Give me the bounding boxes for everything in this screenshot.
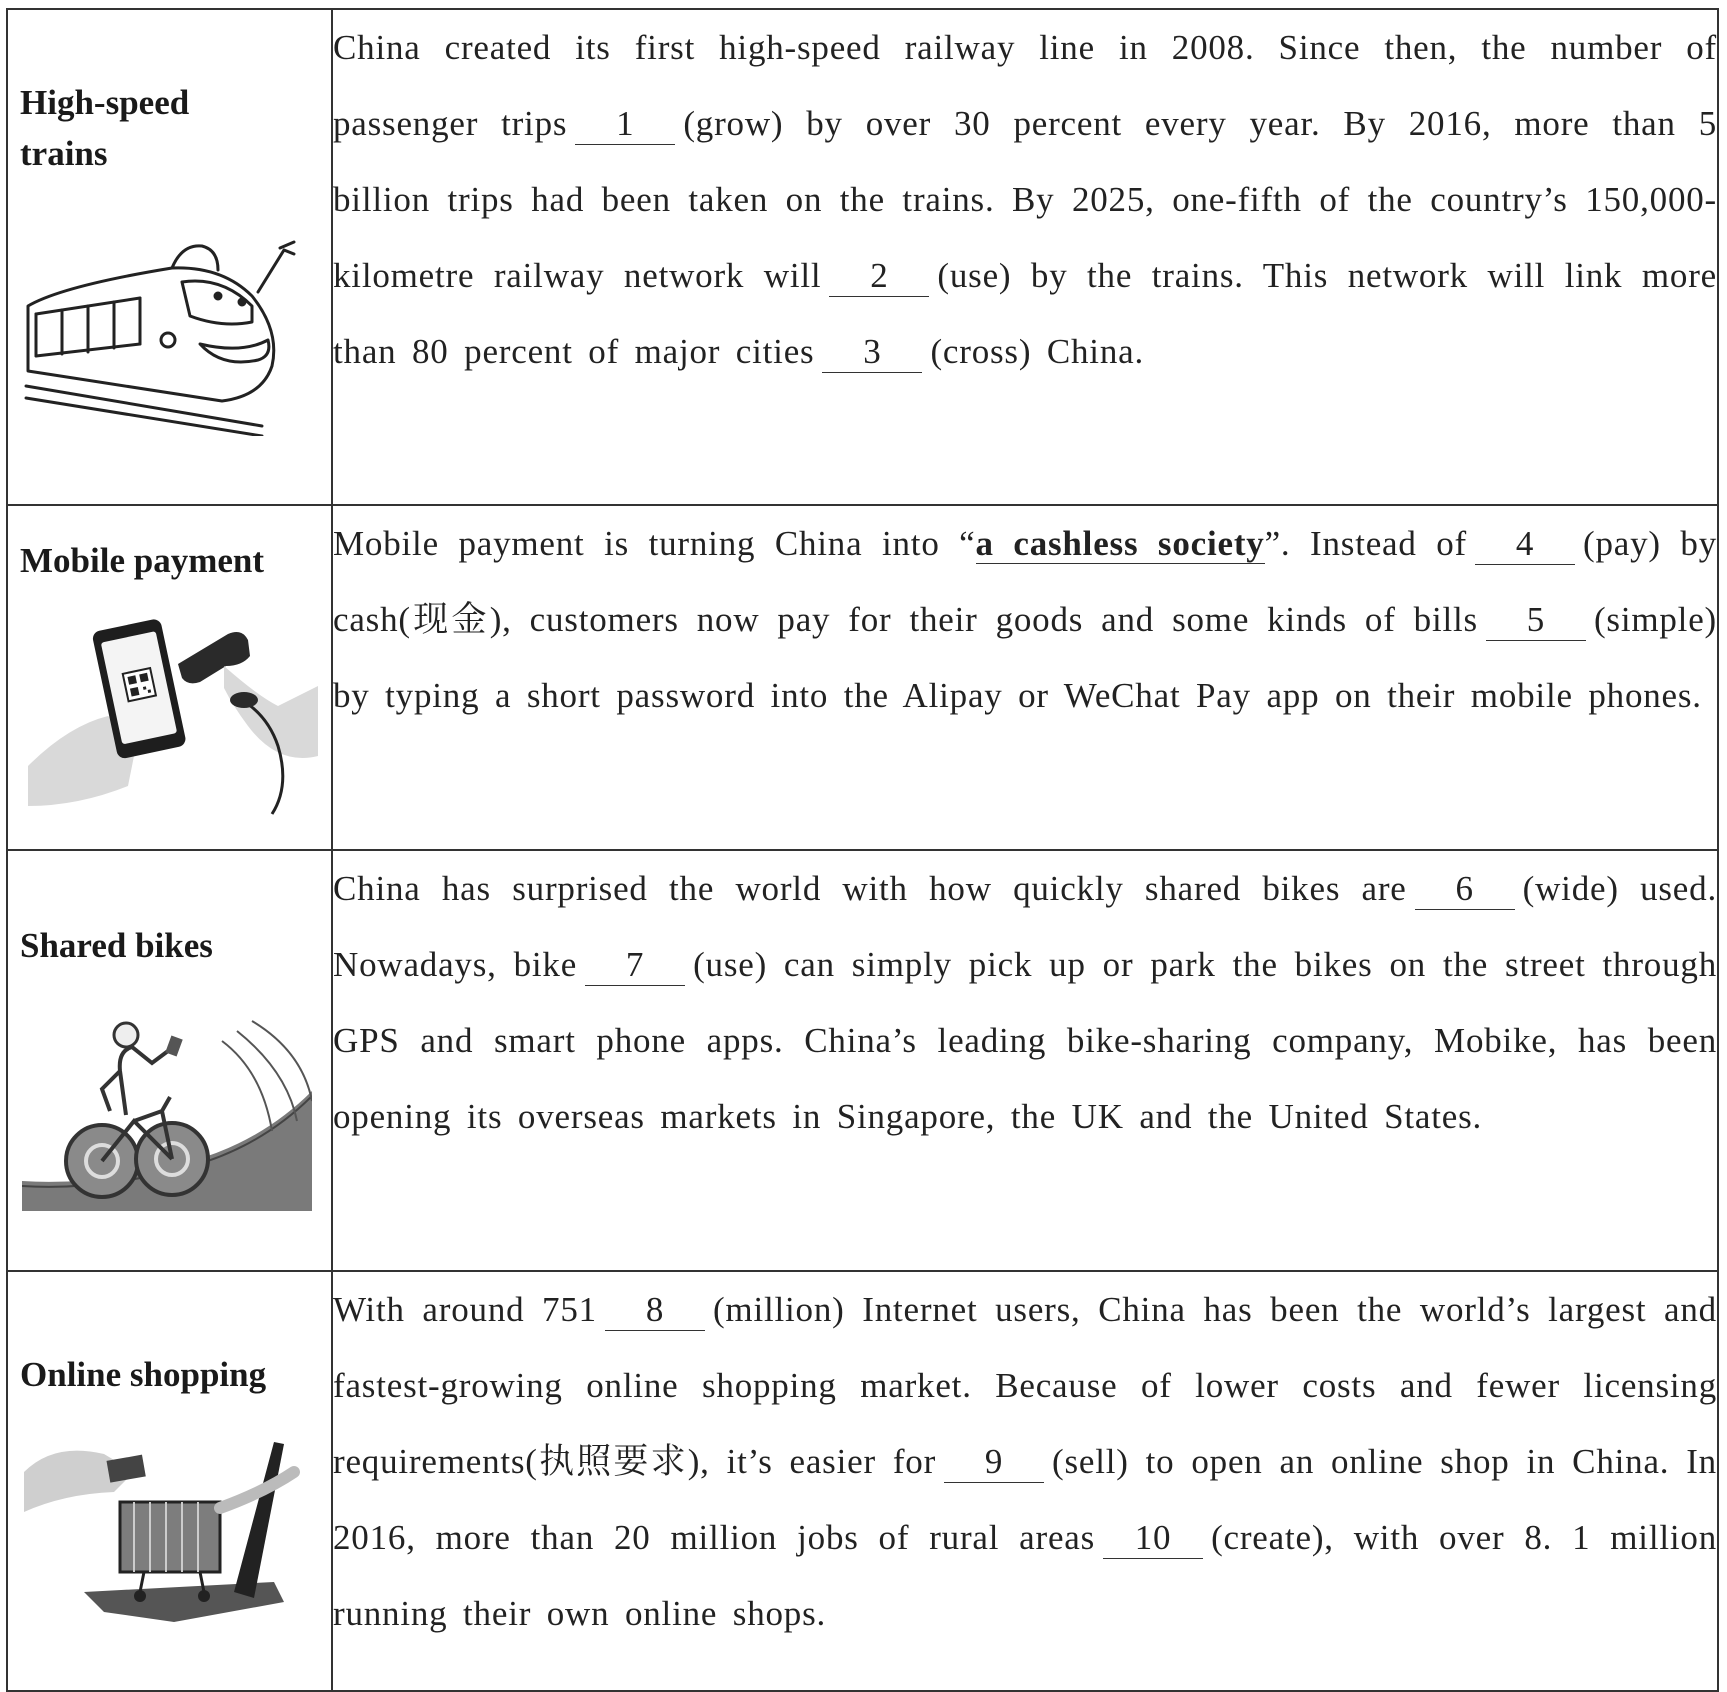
- topic-cell: [7, 505, 332, 850]
- row-shared-bikes: [7, 850, 1718, 1271]
- topic-cell: [7, 1271, 332, 1691]
- blank-1[interactable]: 1: [575, 104, 675, 145]
- passage: [333, 1272, 1717, 1652]
- blank-10[interactable]: 10: [1103, 1518, 1203, 1559]
- train-illustration: [22, 236, 322, 436]
- passage: [333, 10, 1717, 390]
- topic-cell: [7, 9, 332, 505]
- topic-heading: Online shopping: [20, 1355, 267, 1394]
- exercise-table: [6, 8, 1719, 1692]
- passage-cell: [332, 505, 1718, 850]
- passage-text: (cross) China.: [930, 332, 1144, 371]
- passage-text: With around 751: [333, 1290, 597, 1329]
- passage-text: (million) Internet users, China has been the world’s largest and fastest-growing online shopping market. Because of lower costs and fewer licensing requirements(执照要求), it’s easier for: [333, 1290, 1717, 1481]
- blank-4[interactable]: 4: [1475, 524, 1575, 565]
- passage-cell: [332, 850, 1718, 1271]
- passage-cell: [332, 9, 1718, 505]
- passage-text: ”. Instead of: [1264, 524, 1467, 563]
- passage-cell: [332, 1271, 1718, 1691]
- blank-7[interactable]: 7: [585, 945, 685, 986]
- row-online-shopping: [7, 1271, 1718, 1691]
- row-mobile-payment: [7, 505, 1718, 850]
- passage-text: (use) can simply pick up or park the bikes on the street through GPS and smart phone apps. China’s leading bike-sharing company, Mobike, has been opening its overseas markets in Singapore, the UK and the United States.: [333, 945, 1718, 1136]
- passage-text: (sell) to open an online shop in China. In 2016, more than 20 million jobs of rural areas: [333, 1442, 1717, 1557]
- passage-text: China has surprised the world with how quickly shared bikes are: [333, 869, 1407, 908]
- blank-5[interactable]: 5: [1486, 600, 1586, 641]
- blank-3[interactable]: 3: [822, 332, 922, 373]
- passage-text: (grow) by over 30 percent every year. By 2016, more than 5 billion trips had been taken on the trains. By 2025, one-fifth of the country’s 150,000-kilometre railway network will: [333, 104, 1717, 295]
- emphasis-phrase: a cashless society: [975, 524, 1265, 563]
- online-shopping-illustration: [24, 1432, 304, 1632]
- topic-heading: High-speed trains: [20, 83, 190, 173]
- topic-heading: Shared bikes: [20, 926, 213, 965]
- passage-text: (use) by the trains. This network will link more than 80 percent of major cities: [333, 256, 1717, 371]
- passage-text: China created its first high-speed railway line in 2008. Since then, the number of passenger trips: [333, 28, 1717, 143]
- passage-text: (simple) by typing a short password into the Alipay or WeChat Pay app on their mobile phones.: [333, 600, 1717, 715]
- topic-cell: [7, 850, 332, 1271]
- passage-text: (wide) used. Nowadays, bike: [333, 869, 1717, 984]
- topic-heading: Mobile payment: [20, 541, 265, 580]
- mobile-payment-illustration: [28, 616, 318, 821]
- blank-6[interactable]: 6: [1415, 869, 1515, 910]
- passage-text: (create), with over 8. 1 million running their own online shops.: [333, 1518, 1718, 1633]
- blank-9[interactable]: 9: [944, 1442, 1044, 1483]
- passage-text: Mobile payment is turning China into “: [333, 524, 976, 563]
- blank-8[interactable]: 8: [605, 1290, 705, 1331]
- passage: [333, 851, 1717, 1155]
- blank-2[interactable]: 2: [829, 256, 929, 297]
- passage: [333, 506, 1717, 734]
- row-high-speed-trains: [7, 9, 1718, 505]
- passage-text: (pay) by cash(现金), customers now pay for their goods and some kinds of bills: [333, 524, 1717, 639]
- shared-bike-illustration: [22, 1011, 312, 1211]
